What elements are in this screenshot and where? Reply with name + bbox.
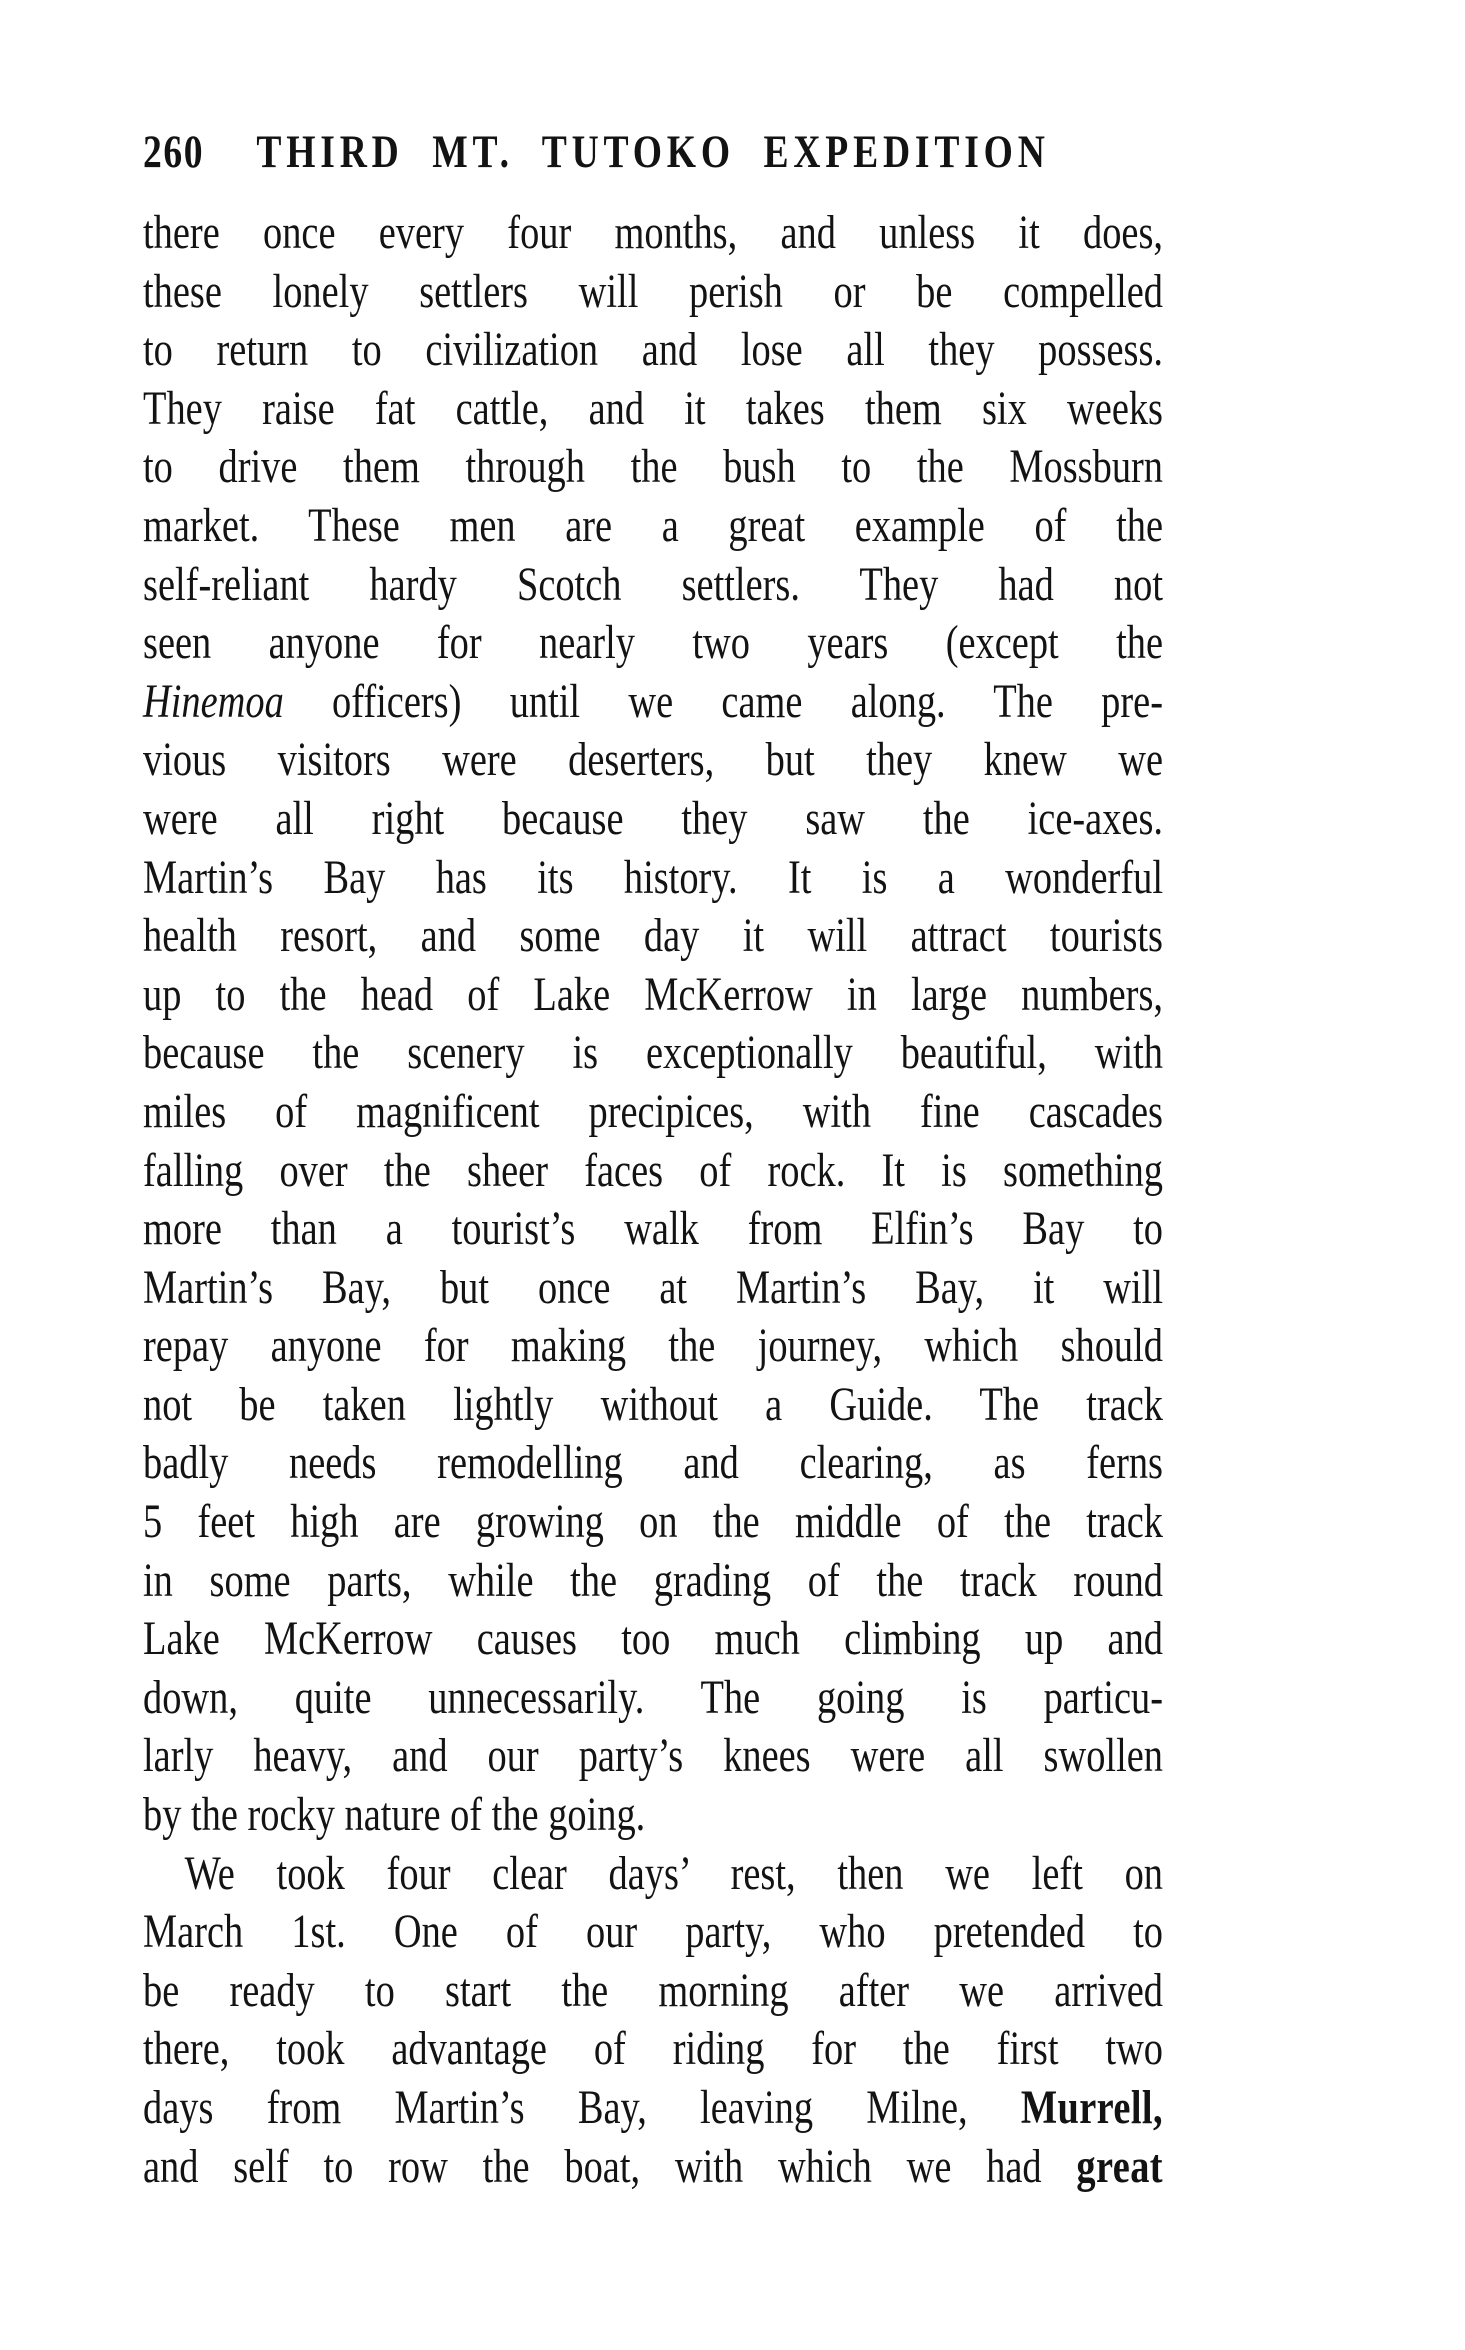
- text-line: more than a tourist’s walk from Elfin’s Bay to: [143, 1202, 1163, 1256]
- text-line: Hinemoa officers) until we came along. The pre-: [143, 674, 1163, 728]
- text-line: Lake McKerrow causes too much climbing up and: [143, 1612, 1163, 1666]
- text-line: these lonely settlers will perish or be compelled: [143, 264, 1163, 318]
- running-title: THIRD MT. TUTOKO EXPEDITION: [256, 126, 1050, 178]
- text-line: and self to row the boat, with which we had great: [143, 2139, 1163, 2193]
- text-line: They raise fat cattle, and it takes them six weeks: [143, 381, 1163, 435]
- text-line: there, took advantage of riding for the first two: [143, 2022, 1163, 2076]
- page-header: [143, 122, 1163, 182]
- text-line: repay anyone for making the journey, which should: [143, 1319, 1163, 1373]
- text-line: by the rocky nature of the going.: [143, 1788, 646, 1842]
- text-block: [143, 204, 1163, 2196]
- text-line: seen anyone for nearly two years (except the: [143, 616, 1163, 670]
- text-line: March 1st. One of our party, who pretended to: [143, 1905, 1163, 1959]
- text-line: to drive them through the bush to the Mossburn: [143, 440, 1163, 494]
- text-line: health resort, and some day it will attract tourists: [143, 909, 1163, 963]
- text-line: badly needs remodelling and clearing, as ferns: [143, 1436, 1163, 1490]
- paragraph: [143, 204, 1163, 1845]
- paragraph: [143, 1845, 1163, 2197]
- text-line: there once every four months, and unless it does,: [143, 206, 1163, 259]
- text-line: falling over the sheer faces of rock. It is something: [143, 1143, 1163, 1197]
- text-line: not be taken lightly without a Guide. The track: [143, 1377, 1163, 1431]
- text-line: be ready to start the morning after we arrived: [143, 1963, 1163, 2017]
- text-line: We took four clear days’ rest, then we left on: [184, 1846, 1164, 1900]
- page-number: 260: [143, 126, 205, 178]
- text-line: Martin’s Bay has its history. It is a wonderful: [143, 850, 1163, 904]
- text-line: larly heavy, and our party’s knees were all swollen: [143, 1729, 1163, 1783]
- text-line: 5 feet high are growing on the middle of the track: [143, 1495, 1163, 1549]
- text-line: in some parts, while the grading of the track round: [143, 1553, 1163, 1607]
- text-line: days from Martin’s Bay, leaving Milne, Murrell,: [143, 2081, 1163, 2134]
- text-line: market. These men are a great example of the: [143, 498, 1163, 552]
- text-line: up to the head of Lake McKerrow in large numbers,: [143, 967, 1163, 1021]
- text-line: vious visitors were deserters, but they knew we: [143, 733, 1163, 787]
- text-line: down, quite unnecessarily. The going is particu-: [143, 1670, 1163, 1724]
- text-line: Martin’s Bay, but once at Martin’s Bay, it will: [143, 1260, 1163, 1314]
- text-line: were all right because they saw the ice-axes.: [143, 791, 1163, 845]
- text-line: self-reliant hardy Scotch settlers. They had not: [143, 557, 1163, 611]
- text-line: to return to civilization and lose all they possess.: [143, 323, 1163, 377]
- text-line: miles of magnificent precipices, with fine cascades: [143, 1084, 1163, 1138]
- text-line: because the scenery is exceptionally beautiful, with: [143, 1026, 1163, 1080]
